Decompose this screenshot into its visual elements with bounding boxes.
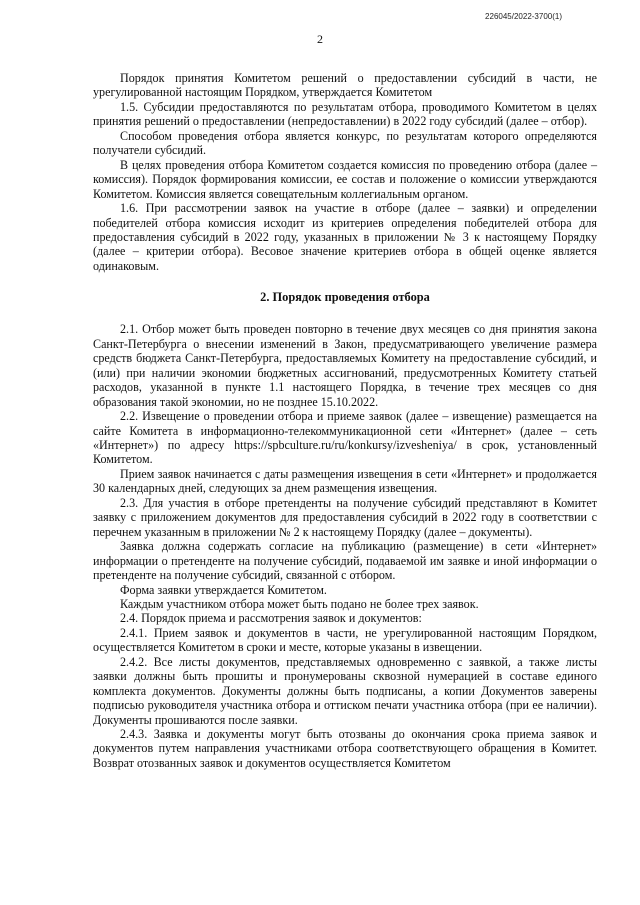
document-number: 226045/2022-3700(1) (485, 12, 562, 21)
section-heading: 2. Порядок проведения отбора (260, 290, 430, 305)
paragraph: 2.4.1. Прием заявок и документов в части, не урегулированной настоящим Порядком, осуществляется Комитетом в сроки и месте, которые указаны в извещении. (93, 625, 597, 655)
paragraph: Форма заявки утверждается Комитетом. (120, 582, 327, 597)
paragraph: Каждым участником отбора может быть подано не более трех заявок. (120, 596, 479, 611)
paragraph: Порядок принятия Комитетом решений о предоставлении субсидий в части, не урегулированной настоящим Порядком, утверждается Комитетом (93, 71, 597, 100)
paragraph: Заявка должна содержать согласие на публикацию (размещение) в сети «Интернет» информации о претенденте на получение субсидий, подаваемой им заявке и иной информации о претенденте на получение субсидий, связанной с отбором. (93, 539, 597, 583)
paragraph: Прием заявок начинается с даты размещения извещения в сети «Интернет» и продолжается 30 календарных дней, следующих за днем размещения извещения. (93, 466, 597, 496)
page-number: 2 (317, 32, 323, 46)
paragraph: 2.4.2. Все листы документов, представляемых одновременно с заявкой, а также листы заявки должны быть прошиты и пронумерованы сквозной нумерацией в составе единого комплекта документов. Документы должны быть подписаны, а копии Документов заверены подписью руководителя участника отбора и оттиском печати участника отбора (при ее наличии). Документы прошиваются после заявки. (93, 654, 597, 727)
document-body (93, 71, 597, 770)
paragraph: 2.1. Отбор может быть проведен повторно в течение двух месяцев со дня принятия закона Санкт-Петербурга о внесении изменений в Закон, предусматривающего увеличение размера средств бюджета Санкт-Петербурга, предоставляемых Комитету на предоставление субсидий, и (или) при наличии экономии бюджетных ассигнований, предусмотренных Комитету статьей расходов, указанной в пункте 1.1 настоящего Порядка, в течение трех месяцев со дня образования такой экономии, но не позднее 15.10.2022. (93, 322, 597, 409)
paragraph: 1.6. При рассмотрении заявок на участие в отборе (далее – заявки) и определении победителей отбора комиссия исходит из критериев определения победителей отбора для предоставления субсидий в 2022 году, указанных в приложении № 3 к настоящему Порядку (далее – критерии отбора). Весовое значение критериев отбора в общей оценке является одинаковым. (93, 201, 597, 273)
paragraph: 2.4. Порядок приема и рассмотрения заявок и документов: (120, 611, 422, 626)
paragraph: Способом проведения отбора является конкурс, по результатам которого определяются получатели субсидий. (93, 128, 597, 158)
paragraph: 2.4.3. Заявка и документы могут быть отозваны до окончания срока приема заявок и документов путем направления участниками отбора соответствующего обращения в Комитет. Возврат отозванных заявок и документов осуществляется Комитетом (93, 727, 597, 770)
paragraph: 2.2. Извещение о проведении отбора и приеме заявок (далее – извещение) размещается на сайте Комитета в информационно-телекоммуникационной сети «Интернет» (далее – сеть «Интернет») по адресу https://spbculture.ru/ru/konkursy/izvesheniya/ в срок, установленный Комитетом. (93, 409, 597, 467)
paragraph: В целях проведения отбора Комитетом создается комиссия по проведению отбора (далее – комиссия). Порядок формирования комиссии, ее состав и положение о комиссии утверждаются Комитетом. Комиссия является совещательным коллегиальным органом. (93, 157, 597, 201)
paragraph: 1.5. Субсидии предоставляются по результатам отбора, проводимого Комитетом в целях принятия решений о предоставлении (непредоставлении) в 2022 году субсидий (далее – отбор). (93, 99, 597, 129)
paragraph: 2.3. Для участия в отборе претенденты на получение субсидий представляют в Комитет заявку с приложением документов для предоставления субсидий в 2022 году в соответствии с перечнем указанным в приложении № 2 к настоящему Порядку (далее – документы). (93, 495, 597, 539)
